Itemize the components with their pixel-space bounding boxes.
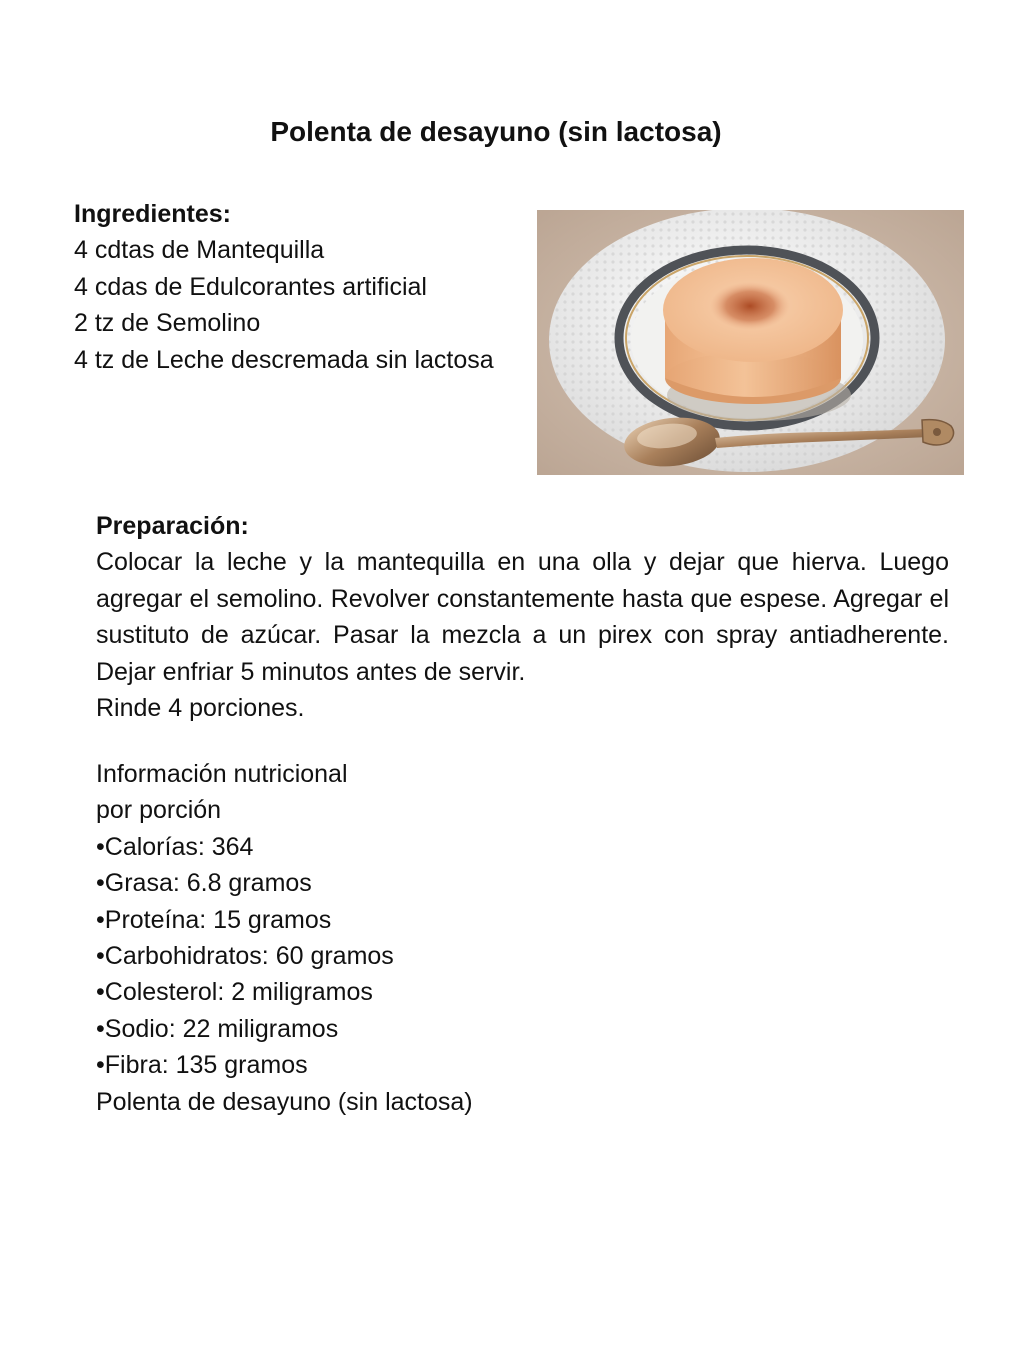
nutrition-section: [96, 756, 949, 1120]
nutrition-heading: Información nutricional: [96, 760, 348, 788]
bullet: •: [96, 1051, 105, 1080]
nutrition-item: [96, 1011, 949, 1047]
yield-text: Rinde 4 porciones.: [96, 694, 305, 723]
ingredient-item: 4 cdas de Edulcorantes artificial: [74, 272, 427, 301]
page-title: Polenta de desayuno (sin lactosa): [270, 116, 722, 147]
nutrition-value: Sodio: 22 miligramos: [104, 1014, 339, 1043]
nutrition-footer: Polenta de desayuno (sin lactosa): [96, 1087, 473, 1116]
nutrition-item: [96, 938, 949, 974]
nutrition-item: [96, 865, 949, 901]
nutrition-item: [96, 829, 949, 865]
nutrition-subheading: por porción: [96, 796, 222, 825]
polenta-dessert-icon: [537, 210, 964, 475]
polenta-photo: [537, 210, 964, 475]
preparation-section: [96, 508, 949, 726]
bullet: •: [96, 942, 105, 971]
bullet: •: [96, 869, 105, 898]
nutrition-value: Fibra: 135 gramos: [104, 1051, 308, 1080]
preparation-heading: Preparación:: [96, 512, 249, 540]
nutrition-value: Colesterol: 2 miligramos: [104, 978, 373, 1007]
bullet: •: [96, 1014, 105, 1043]
bullet: •: [96, 978, 105, 1007]
nutrition-item: [96, 1047, 949, 1083]
nutrition-value: Carbohidratos: 60 gramos: [104, 942, 394, 971]
bullet: •: [96, 905, 105, 934]
preparation-text: Colocar la leche y la mantequilla en una olla y dejar que hierva. Luego agregar el semolino. Revolver constantemente hasta que espese. Agregar el sustituto de azúcar. Pasar la mezcla a un pirex con spray antiadherente. Dejar enfriar 5 minutos antes de servir.: [96, 548, 949, 686]
nutrition-item: [96, 902, 949, 938]
bullet: •: [96, 832, 105, 861]
ingredient-item: 4 tz de Leche descremada sin lactosa: [74, 345, 494, 374]
nutrition-value: Grasa: 6.8 gramos: [104, 869, 312, 898]
ingredients-heading: Ingredientes:: [74, 200, 231, 228]
nutrition-item: [96, 974, 949, 1010]
nutrition-value: Calorías: 364: [104, 832, 254, 861]
nutrition-value: Proteína: 15 gramos: [104, 905, 332, 934]
ingredient-item: 4 cdtas de Mantequilla: [74, 236, 325, 265]
ingredients-section: [74, 196, 534, 378]
nutrition-list: [96, 829, 949, 1084]
ingredient-item: 2 tz de Semolino: [74, 309, 261, 338]
